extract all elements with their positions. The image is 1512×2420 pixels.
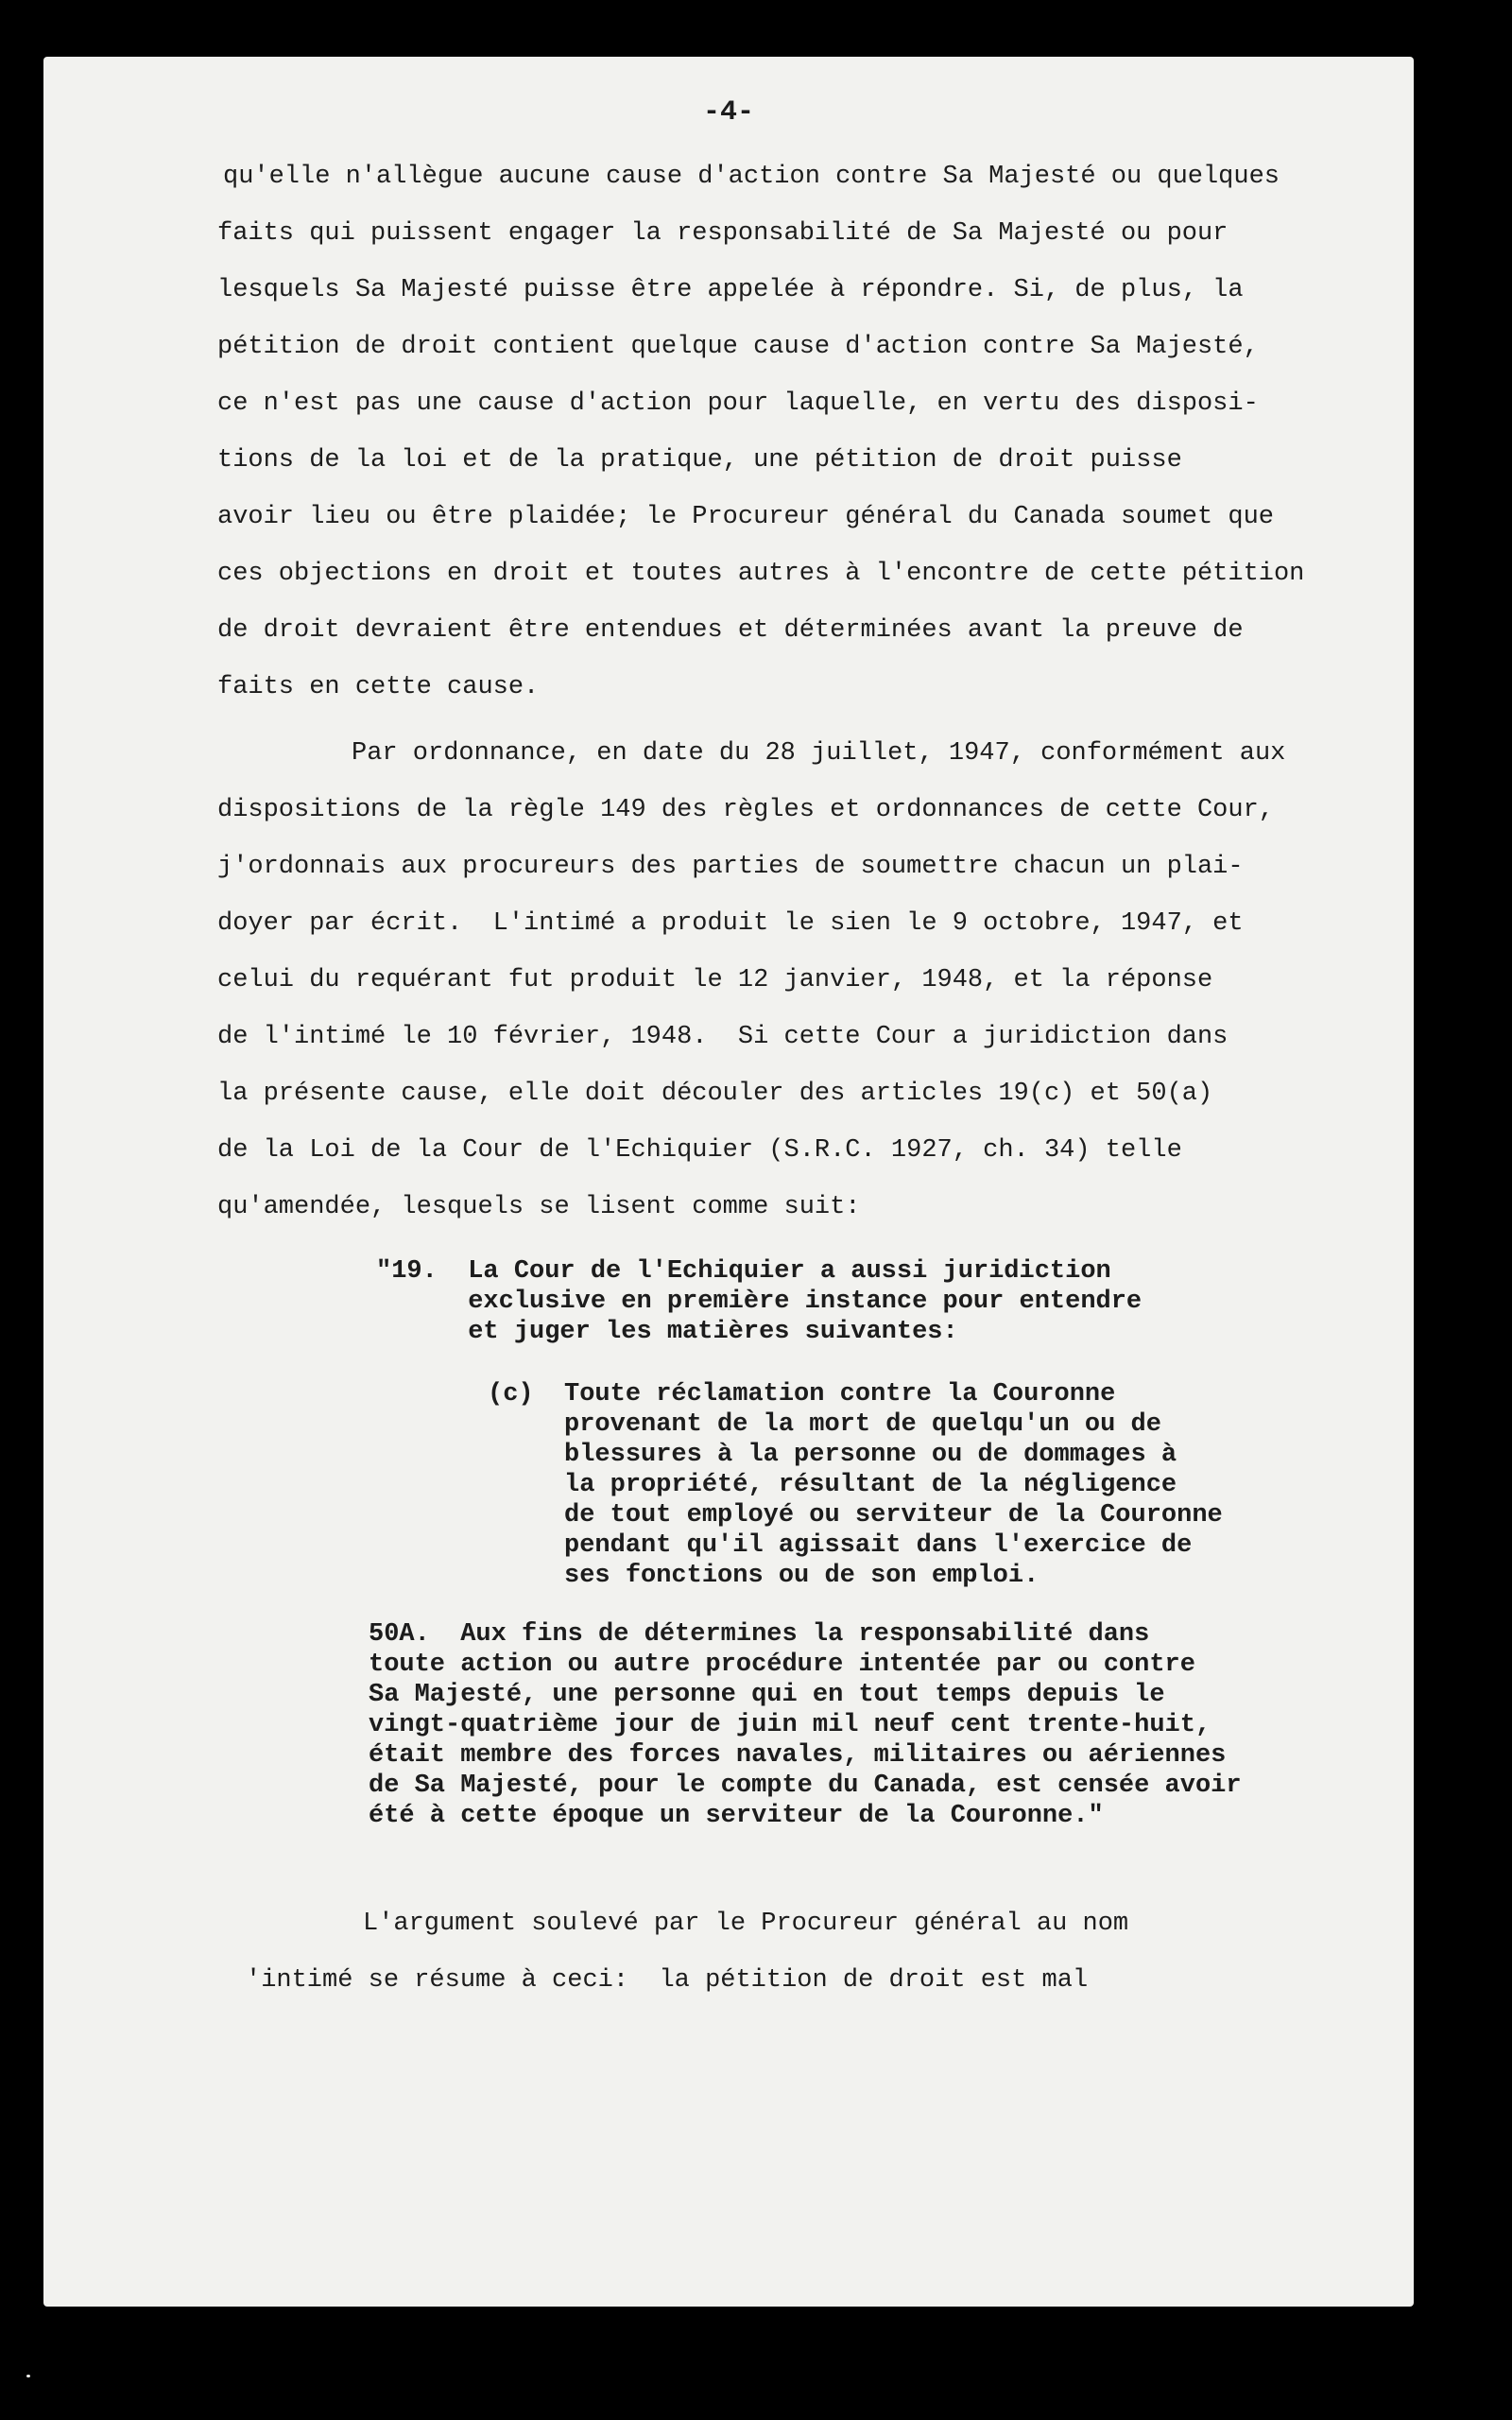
quote-line: était membre des forces navales, militaires ou aériennes [369, 1741, 1227, 1770]
text-line: dispositions de la règle 149 des règles et ordonnances de cette Cour, [217, 796, 1274, 824]
text-line: faits en cette cause. [217, 673, 540, 701]
text-line: ce n'est pas une cause d'action pour laquelle, en vertu des disposi- [217, 389, 1259, 418]
quote-line: de Sa Majesté, pour le compte du Canada, est censée avoir [369, 1772, 1242, 1800]
text-line: de droit devraient être entendues et déterminées avant la preuve de [217, 616, 1244, 645]
quote-line: vingt-quatrième jour de juin mil neuf cent trente-huit, [369, 1711, 1211, 1739]
quote-line: blessures à la personne ou de dommages à [488, 1441, 1177, 1469]
text-line: avoir lieu ou être plaidée; le Procureur général du Canada soumet que [217, 503, 1274, 531]
dust-speck [26, 2375, 30, 2377]
quote-line: exclusive en première instance pour entendre [376, 1288, 1143, 1316]
quote-line: de tout employé ou serviteur de la Couronne [488, 1501, 1223, 1530]
quote-line: provenant de la mort de quelqu'un ou de [488, 1410, 1161, 1439]
quote-line: ses fonctions ou de son emploi. [488, 1562, 1040, 1590]
text-line: de la Loi de la Cour de l'Echiquier (S.R.C. 1927, ch. 34) telle [217, 1136, 1182, 1165]
text-line: de l'intimé le 10 février, 1948. Si cette Cour a juridiction dans [217, 1023, 1228, 1051]
text-line: celui du requérant fut produit le 12 janvier, 1948, et la réponse [217, 966, 1213, 994]
quote-line: "19. La Cour de l'Echiquier a aussi juridiction [376, 1257, 1111, 1286]
text-line: Par ordonnance, en date du 28 juillet, 1947, conformément aux [352, 739, 1286, 768]
text-line: ces objections en droit et toutes autres à l'encontre de cette pétition [217, 560, 1305, 588]
quote-line: et juger les matières suivantes: [376, 1318, 958, 1346]
text-line: lesquels Sa Majesté puisse être appelée à répondre. Si, de plus, la [217, 276, 1244, 304]
quote-line: 50A. Aux fins de détermines la responsabilité dans [369, 1620, 1150, 1649]
text-line: qu'elle n'allègue aucune cause d'action contre Sa Majesté ou quelques [223, 163, 1280, 191]
document-page [43, 57, 1414, 2307]
text-line: faits qui puissent engager la responsabilité de Sa Majesté ou pour [217, 219, 1228, 248]
text-line: j'ordonnais aux procureurs des parties de soumettre chacun un plai- [217, 853, 1244, 881]
text-line: 'intimé se résume à ceci: la pétition de droit est mal [246, 1966, 1089, 1995]
quote-line: (c) Toute réclamation contre la Couronne [488, 1380, 1116, 1409]
text-line: L'argument soulevé par le Procureur général au nom [363, 1910, 1129, 1938]
quote-line: pendant qu'il agissait dans l'exercice de [488, 1531, 1193, 1560]
text-line: qu'amendée, lesquels se lisent comme suit: [217, 1193, 861, 1221]
text-line: la présente cause, elle doit découler des articles 19(c) et 50(a) [217, 1080, 1213, 1108]
text-line: pétition de droit contient quelque cause d'action contre Sa Majesté, [217, 333, 1259, 361]
quote-line: la propriété, résultant de la négligence [488, 1471, 1177, 1499]
text-line: tions de la loi et de la pratique, une pétition de droit puisse [217, 446, 1182, 475]
quote-line: Sa Majesté, une personne qui en tout temps depuis le [369, 1681, 1165, 1709]
page-number: -4- [702, 96, 754, 129]
text-line: doyer par écrit. L'intimé a produit le sien le 9 octobre, 1947, et [217, 909, 1244, 938]
quote-line: été à cette époque un serviteur de la Couronne." [369, 1802, 1104, 1830]
quote-line: toute action ou autre procédure intentée par ou contre [369, 1651, 1195, 1679]
